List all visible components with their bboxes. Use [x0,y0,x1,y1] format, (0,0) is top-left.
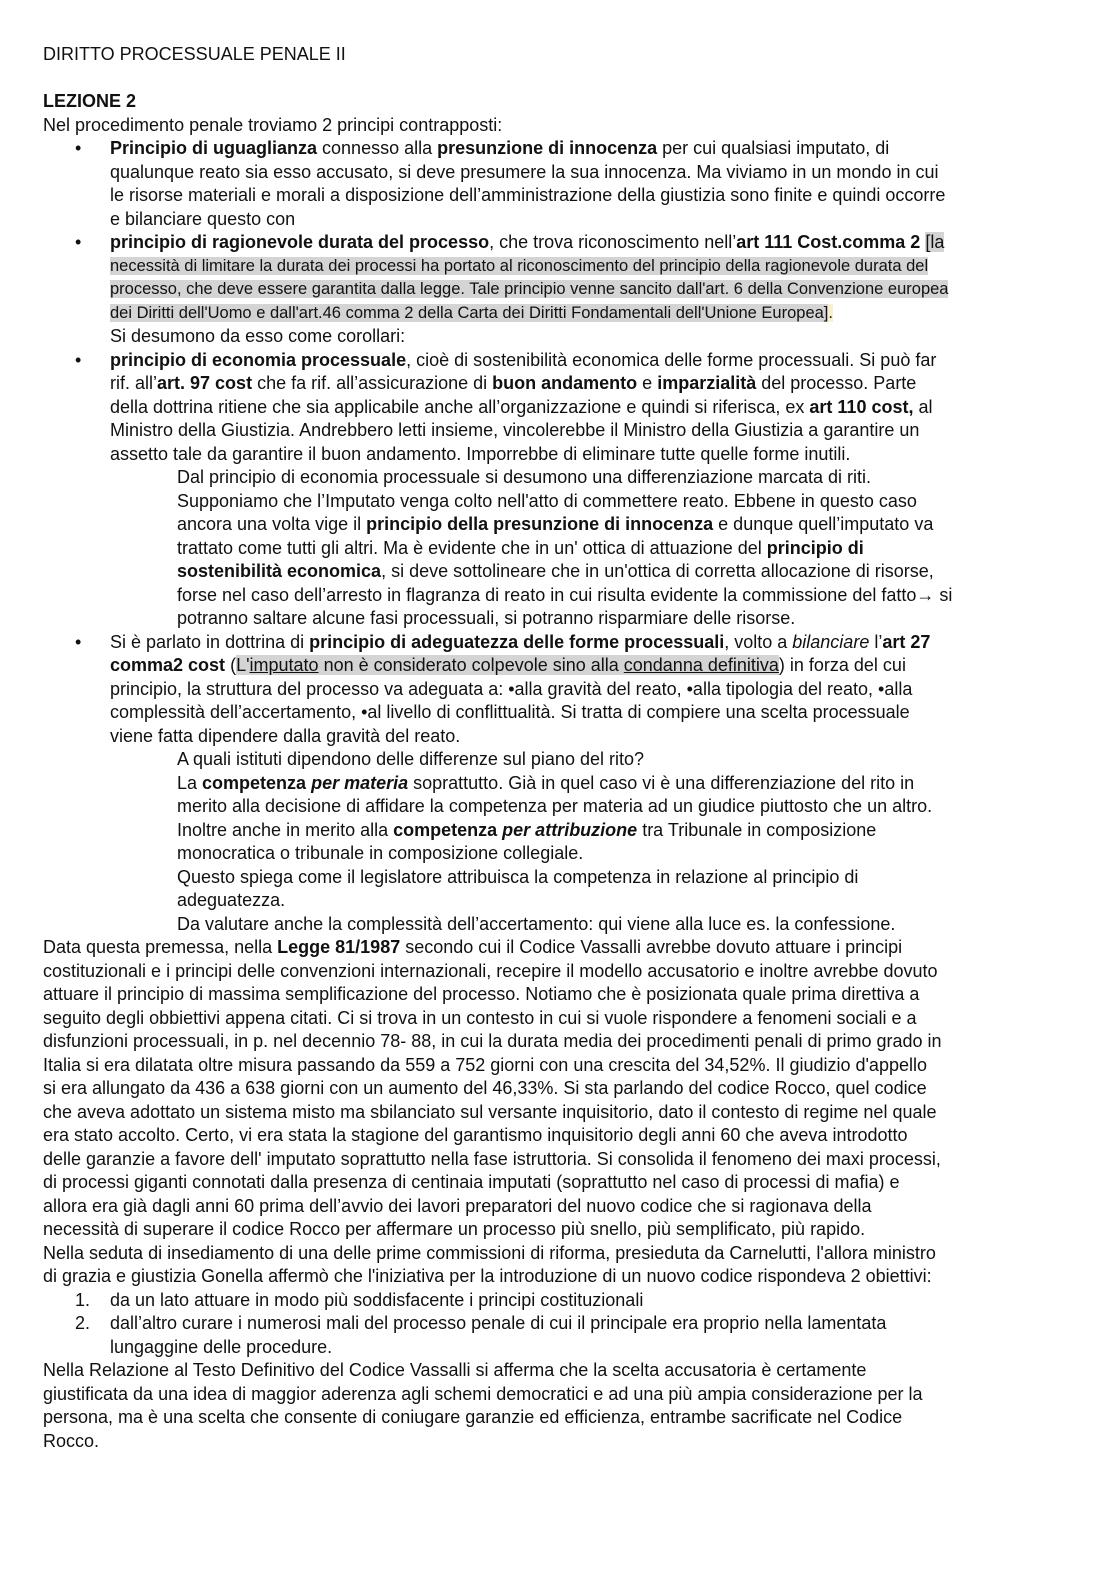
text-line [43,114,1083,138]
bold-text: per attribuzione [502,819,638,840]
text-segment: trattato come tutti gli altri. Ma è evidente che in un' ottica di attuazione del [177,537,767,558]
text-line [43,419,1083,443]
text-line [43,443,1083,467]
bold-text: principio di [766,537,864,558]
text-segment: soprattutto. Già in quel caso vi è una differenziazione del rito in [408,772,915,793]
text-line [43,537,1083,561]
list-number: 1. [75,1289,91,1310]
text-segment: che fa rif. all’assicurazione di [252,373,493,393]
text-segment: era stato accolto. Certo, vi era stata la stagione del garantismo inquisitorio degli anni 60 che aveva introdotto [43,1125,908,1145]
bold-text: comma2 cost [110,655,226,675]
text-segment: persona, ma è una scelta che consente di coniugare garanzie ed efficienza, entrambe sacrificate nel Codice [43,1407,903,1427]
text-segment: Dal principio di economia processuale si desumono una differenziazione marcata di riti. [177,467,872,487]
text-segment: l’ [869,631,883,652]
text-segment: Italia si era dilatata oltre misura passando da 559 a 752 giorni con una crescita del 34,52%. Il giudizio d'appello [43,1054,927,1075]
text-segment: monocratica o tribunale in composizione collegiale. [177,843,584,863]
text-segment: assetto tale da garantire il buon andamento. Imporrebbe di eliminare tutte quelle forme inutili. [110,443,851,464]
text-line [43,1312,1083,1336]
bold-text: sostenibilità economica [177,561,382,581]
text-line [43,866,1083,890]
text-segment: Nella Relazione al Testo Definitivo del Codice Vassalli si afferma che la scelta accusatoria è certamente [43,1360,867,1380]
text-line [43,631,1083,655]
text-segment: del processo. Parte [756,373,917,393]
text-line [43,1383,1083,1407]
text-line [43,90,1083,114]
text-line [43,842,1083,866]
text-line [43,1430,1083,1454]
text-line [43,725,1083,749]
text-segment: delle garanzie a favore dell' imputato soprattutto nella fase istruttoria. Si consolida il fenomeno dei maxi processi, [43,1148,941,1169]
bullet-icon: • [75,232,82,252]
text-line [43,1148,1083,1172]
text-segment: viene fatta dipendere dalla gravità del reato. [110,725,461,746]
text-line [43,137,1083,161]
text-line [43,43,1083,67]
text-segment: che aveva adottato un sistema misto ma sbilanciato sul versante inquisitorio, dato il contesto di regime nel quale [43,1101,937,1122]
text-segment: Nella seduta di insediamento di una delle prime commissioni di riforma, presieduta da Carnelutti, l'allora ministro [43,1242,936,1263]
text-line [43,1406,1083,1430]
text-segment: La [177,772,203,793]
list-number: 2. [75,1313,91,1333]
text-line [43,584,1083,608]
text-segment: Inoltre anche in merito alla [177,819,394,840]
text-line [43,913,1083,937]
text-segment: connesso alla [317,138,438,158]
text-segment: lungaggine delle procedure. [110,1336,333,1357]
text-line [43,795,1083,819]
text-segment: L' [236,655,250,675]
text-line [43,208,1083,232]
text-line [43,513,1083,537]
text-segment: per cui qualsiasi imputato, di [657,138,890,158]
bullet-icon: • [75,138,82,158]
text-segment: necessità di limitare la durata dei processi ha portato al riconoscimento del principio della ragionevole durata del [110,256,929,275]
text-segment: Da valutare anche la complessità dell’accertamento: qui viene alla luce es. la confessione. [177,913,896,934]
text-line [43,1359,1083,1383]
text-line [43,349,1083,373]
text-line [43,325,1083,349]
text-line [43,701,1083,725]
text-line [43,302,1083,326]
text-line [43,278,1083,302]
text-segment: costituzionali e i principi delle convenzioni internazionali, recepire il modello accusatorio e inoltre avrebbe dovuto [43,960,938,981]
text-segment: attuare il principio di massima semplificazione del processo. Notiamo che è posizionata quale prima direttiva a [43,984,920,1004]
text-segment: Rocco. [43,1430,100,1451]
text-line [43,161,1083,185]
text-segment: e [637,373,658,393]
text-segment: si era allungato da 436 a 638 giorni con un aumento del 46,33%. Si sta parlando del codice Rocco, quel codice [43,1078,927,1098]
text-segment: da un lato attuare in modo più soddisfacente i principi costituzionali [110,1289,644,1310]
text-line [43,372,1083,396]
text-segment: A quali istituti dipendono delle differenze sul piano del rito? [177,749,644,769]
text-line [43,1242,1083,1266]
text-line [43,1124,1083,1148]
document-page [43,43,1083,1453]
text-segment: processo, che deve essere garantita dalla legge. Tale principio venne sancito dall'art. 6 della Convenzione europea [110,280,949,298]
text-segment: imputato [249,655,319,675]
bold-text: principio di ragionevole durata del processo [110,232,490,252]
text-line [43,889,1083,913]
text-segment: principio, la struttura del processo va adeguata a: •alla gravità del reato, •alla tipologia del reato, •alla [110,678,913,699]
text-segment: non è considerato colpevole sino alla [318,655,624,675]
text-segment: potranno saltare alcune fasi processuali, si potranno risparmiare delle risorse. [177,608,796,628]
text-segment: seguito degli obbiettivi appena citati. Ci si trova in un contesto in cui si vuole rispondere a fenomeni sociali e a [43,1007,917,1028]
bold-text: buon andamento [492,373,638,393]
text-segment: Ministro della Giustizia. Andrebbero letti insieme, vincolerebbe il Ministro della Giustizia a garantire un [110,420,920,440]
text-line [43,231,1083,255]
text-line [43,607,1083,631]
text-segment: ) in forza del cui [778,655,906,675]
text-line [43,678,1083,702]
bold-text: presunzione di innocenza [437,138,658,158]
bold-text: principio di adeguatezza delle forme processuali [309,631,725,652]
text-segment: DIRITTO PROCESSUALE PENALE II [43,44,346,64]
text-line [43,1195,1083,1219]
text-line [43,1101,1083,1125]
text-segment: Questo spiega come il legislatore attribuisca la competenza in relazione al principio di [177,866,859,887]
text-segment: dall’altro curare i numerosi mali del processo penale di cui il principale era proprio nella lamentata [110,1313,887,1333]
text-line [43,490,1083,514]
text-segment: secondo cui il Codice Vassalli avrebbe dovuto attuare i principi [400,937,903,957]
text-line [43,255,1083,279]
text-segment: [la [925,232,945,252]
bold-text: per materia [311,772,409,793]
text-line [43,67,1083,91]
text-segment: e bilanciare questo con [110,208,296,229]
text-line [43,1336,1083,1360]
bold-text: Principio di uguaglianza [110,138,318,158]
text-segment: al [913,396,933,417]
text-line [43,1171,1083,1195]
bullet-icon: • [75,631,82,652]
text-segment: ( [225,655,237,675]
bold-text: LEZIONE 2 [43,91,137,111]
text-line [43,1030,1083,1054]
text-segment: adeguatezza. [177,890,286,910]
text-line [43,396,1083,420]
text-line [43,748,1083,772]
text-segment: , volto a [724,631,793,652]
text-segment: Si desumono da esso come corollari: [110,326,406,346]
bold-text: Legge 81/1987 [277,937,401,957]
bold-text: competenza [393,819,498,840]
bold-text: competenza [202,772,307,793]
text-line [43,1218,1083,1242]
text-segment: dei Diritti dell'Uomo e dall'art.46 comma 2 della Carta dei Diritti Fondamentali dell'Unione Europea] [110,303,829,322]
text-line [43,466,1083,490]
text-segment: allora era già dagli anni 60 prima dell’avvio dei lavori preparatori del nuovo codice che si ragionava della [43,1195,872,1216]
text-segment: . [828,303,833,322]
text-line [43,560,1083,584]
bold-text: art. 97 cost [157,373,253,393]
text-segment: Supponiamo che l’Imputato venga colto nell'atto di commettere reato. Ebbene in questo caso [177,490,917,511]
text-segment: necessità di superare il codice Rocco per affermare un processo più snello, più semplificato, più rapido. [43,1219,866,1239]
text-segment: rif. all’ [110,373,158,393]
bold-text: art 110 cost, [809,396,914,417]
bold-text: principio della presunzione di innocenza [366,514,714,534]
text-line [43,936,1083,960]
text-segment: della dottrina ritiene che sia applicabile anche all’organizzazione e quindi si riferisca, ex [110,396,810,417]
text-segment: le risorse materiali e morali a disposizione dell’amministrazione della giustizia sono finite e quindi occorre [110,185,946,205]
text-segment: giustificata da una idea di maggior aderenza agli schemi democratici e ad una più ampia considerazione per la [43,1383,923,1404]
text-line [43,1289,1083,1313]
text-line [43,184,1083,208]
text-line [43,960,1083,984]
text-segment: , si deve sottolineare che in un'ottica di corretta allocazione di risorse, [381,561,934,581]
bold-text: art 27 [882,631,931,652]
text-line [43,1054,1083,1078]
text-segment: disfunzioni processuali, in p. nel decennio 78- 88, in cui la durata media dei procedimenti penali di primo grado in [43,1031,942,1051]
text-segment: Si è parlato in dottrina di [110,631,310,652]
text-segment: e dunque quell’imputato va [713,514,934,534]
text-line [43,1077,1083,1101]
text-line [43,819,1083,843]
text-line [43,983,1083,1007]
text-segment: Nel procedimento penale troviamo 2 principi contrapposti: [43,114,503,135]
text-line [43,654,1083,678]
text-segment: bilanciare [792,631,870,652]
text-segment: , che trova riconoscimento nell’ [489,232,737,252]
text-segment: merito alla decisione di affidare la competenza per materia ad un giudice piuttosto che un altro. [177,796,933,816]
text-segment: di grazia e giustizia Gonella affermò che l'iniziativa per la introduzione di un nuovo codice rispondeva 2 obiettivi: [43,1266,932,1286]
bullet-icon: • [75,349,82,370]
text-segment: Data questa premessa, nella [43,937,278,957]
bold-text: principio di economia processuale [110,349,407,370]
text-segment: forse nel caso dell’arresto in flagranza di reato in cui risulta evidente la commissione del fatto→ si [177,584,953,605]
text-segment: complessità dell’accertamento, •al livello di conflittualità. Si tratta di compiere una scelta processuale [110,702,910,722]
bold-text: art 111 Cost.comma 2 [736,232,921,252]
text-segment: ancora una volta vige il [177,514,367,534]
text-line [43,772,1083,796]
text-segment: qualunque reato sia esso accusato, si deve presumere la sua innocenza. Ma viviamo in un mondo in cui [110,161,939,182]
text-segment: tra Tribunale in composizione [637,819,877,840]
text-segment: di processi giganti connotati dalla presenza di centinaia imputati (soprattutto nel caso di processi di mafia) e [43,1172,900,1192]
text-line [43,1265,1083,1289]
text-line [43,1007,1083,1031]
text-segment: condanna definitiva [623,655,779,675]
bold-text: imparzialità [657,373,757,393]
text-segment: , cioè di sostenibilità economica delle forme processuali. Si può far [406,349,937,370]
